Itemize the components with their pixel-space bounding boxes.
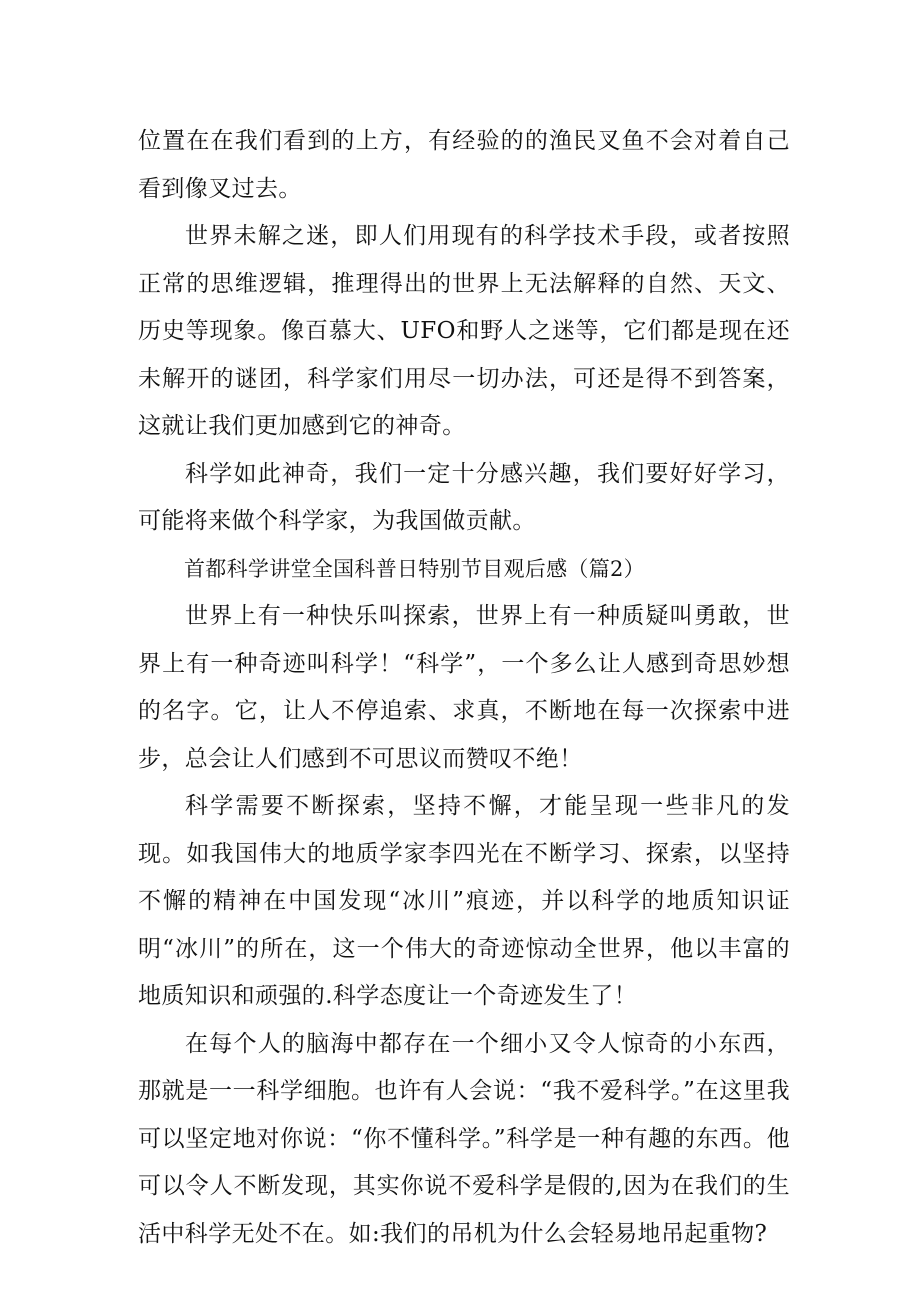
document-body [138,118,790,1258]
paragraph-6: 在每个人的脑海中都存在一个细小又令人惊奇的小东西，那就是一一科学细胞。也许有人会说：“我不爱科学。”在这里我可以坚定地对你说：“你不懂科学。”科学是一种有趣的东西。他可以令人不断发现，其实你说不爱科学是假的,因为在我们的生活中科学无处不在。如:我们的吊机为什么会轻易地吊起重物? [138,1030,790,1247]
section-heading: 首都科学讲堂全国科普日特别节目观后感（篇2） [184,556,645,581]
paragraph-5: 科学需要不断探索，坚持不懈，才能呈现一些非凡的发现。如我国伟大的地质学家李四光在不断学习、探索，以坚持不懈的精神在中国发现“冰川”痕迹，并以科学的地质知识证明“冰川”的所在，这一个伟大的奇迹惊动全世界，他以丰富的地质知识和顽强的.科学态度让一个奇迹发生了！ [138,793,790,1009]
paragraph-2: 世界未解之迷，即人们用现有的科学技术手段，或者按照正常的思维逻辑，推理得出的世界上无法解释的自然、天文、历史等现象。像百慕大、UFO和野人之迷等，它们都是现在还未解开的谜团，科学家们用尽一切办法，可还是得不到答案，这就让我们更加感到它的神奇。 [138,223,790,439]
paragraph-4: 世界上有一种快乐叫探索，世界上有一种质疑叫勇敢，世界上有一种奇迹叫科学！“科学”，一个多么让人感到奇思妙想的名字。它，让人不停追索、求真，不断地在每一次探索中进步，总会让人们感到不可思议而赞叹不绝！ [138,603,790,772]
paragraph-1: 位置在在我们看到的上方，有经验的的渔民叉鱼不会对着自己看到像叉过去。 [138,128,790,202]
paragraph-3: 科学如此神奇，我们一定十分感兴趣，我们要好好学习，可能将来做个科学家，为我国做贡献。 [138,460,790,534]
